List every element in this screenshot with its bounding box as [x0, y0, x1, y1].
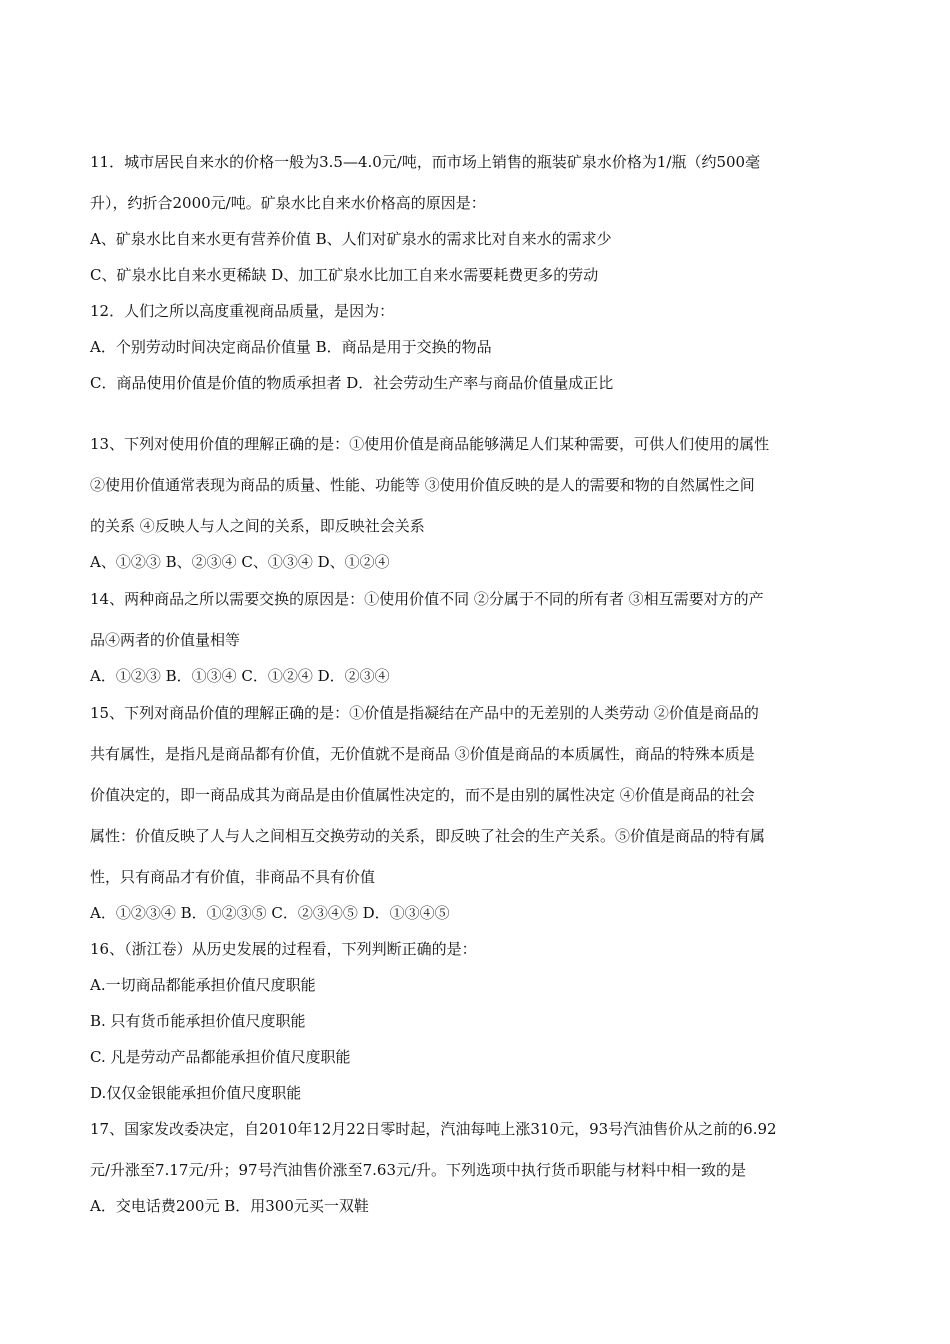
- q14-options: A．①②③ B．①③④ C．①②④ D．②③④: [90, 667, 390, 685]
- q13-line-1: 13、下列对使用价值的理解正确的是：①使用价值是商品能够满足人们某种需要，可供人们使用的属性: [90, 435, 770, 453]
- q17-line-1: 17、国家发改委决定，自2010年12月22日零时起，汽油每吨上涨310元，93号汽油售价从之前的6.92: [90, 1120, 777, 1138]
- q17-line-2: 元/升涨至7.17元/升；97号汽油售价涨至7.63元/升。下列选项中执行货币职能与材料中相一致的是: [90, 1161, 747, 1179]
- q12-stem: 12．人们之所以高度重视商品质量，是因为：: [90, 302, 395, 320]
- q15-line-2: 共有属性，是指凡是商品都有价值，无价值就不是商品 ③价值是商品的本质属性，商品的特殊本质是: [90, 745, 755, 763]
- q16-option-d: D.仅仅金银能承担价值尺度职能: [90, 1084, 302, 1102]
- q16-stem: 16、（浙江卷）从历史发展的过程看，下列判断正确的是：: [90, 940, 477, 958]
- q14-line-2: 品④两者的价值量相等: [90, 631, 241, 649]
- q15-line-3: 价值决定的，即一商品成其为商品是由价值属性决定的，而不是由别的属性决定 ④价值是商品的社会: [90, 786, 755, 804]
- q14-line-1: 14、两种商品之所以需要交换的原因是：①使用价值不同 ②分属于不同的所有者 ③相互需要对方的产: [90, 590, 764, 608]
- q15-line-1: 15、下列对商品价值的理解正确的是：①价值是指凝结在产品中的无差别的人类劳动 ②价值是商品的: [90, 704, 759, 722]
- q16-option-b: B. 只有货币能承担价值尺度职能: [90, 1012, 306, 1030]
- q15-line-4: 属性：价值反映了人与人之间相互交换劳动的关系，即反映了社会的生产关系。⑤价值是商品的特有属: [90, 827, 766, 845]
- q13-line-2: ②使用价值通常表现为商品的质量、性能、功能等 ③使用价值反映的是人的需要和物的自然属性之间: [90, 476, 755, 494]
- q11-line-2: 升），约折合2000元/吨。矿泉水比自来水价格高的原因是：: [90, 194, 486, 212]
- q13-line-3: 的关系 ④反映人与人之间的关系，即反映社会关系: [90, 517, 425, 535]
- q12-option-cd: C．商品使用价值是价值的物质承担者 D．社会劳动生产率与商品价值量成正比: [90, 374, 614, 392]
- q16-option-a: A.一切商品都能承担价值尺度职能: [90, 976, 316, 994]
- q15-options: A．①②③④ B．①②③⑤ C．②③④⑤ D．①③④⑤: [90, 904, 450, 922]
- q15-line-5: 性，只有商品才有价值，非商品不具有价值: [90, 868, 376, 886]
- q11-option-ab: A、矿泉水比自来水更有营养价值 B、人们对矿泉水的需求比对自来水的需求少: [90, 230, 612, 248]
- q11-line-1: 11．城市居民自来水的价格一般为3.5—4.0元/吨，而市场上销售的瓶装矿泉水价格为1/瓶（约500毫: [90, 153, 761, 171]
- q11-option-cd: C、矿泉水比自来水更稀缺 D、加工矿泉水比加工自来水需要耗费更多的劳动: [90, 266, 599, 284]
- q12-option-ab: A．个别劳动时间决定商品价值量 B．商品是用于交换的物品: [90, 338, 492, 356]
- q16-option-c: C. 凡是劳动产品都能承担价值尺度职能: [90, 1048, 351, 1066]
- q13-options: A、①②③ B、②③④ C、①③④ D、①②④: [90, 553, 390, 571]
- q17-option-ab: A．交电话费200元 B．用300元买一双鞋: [90, 1197, 369, 1215]
